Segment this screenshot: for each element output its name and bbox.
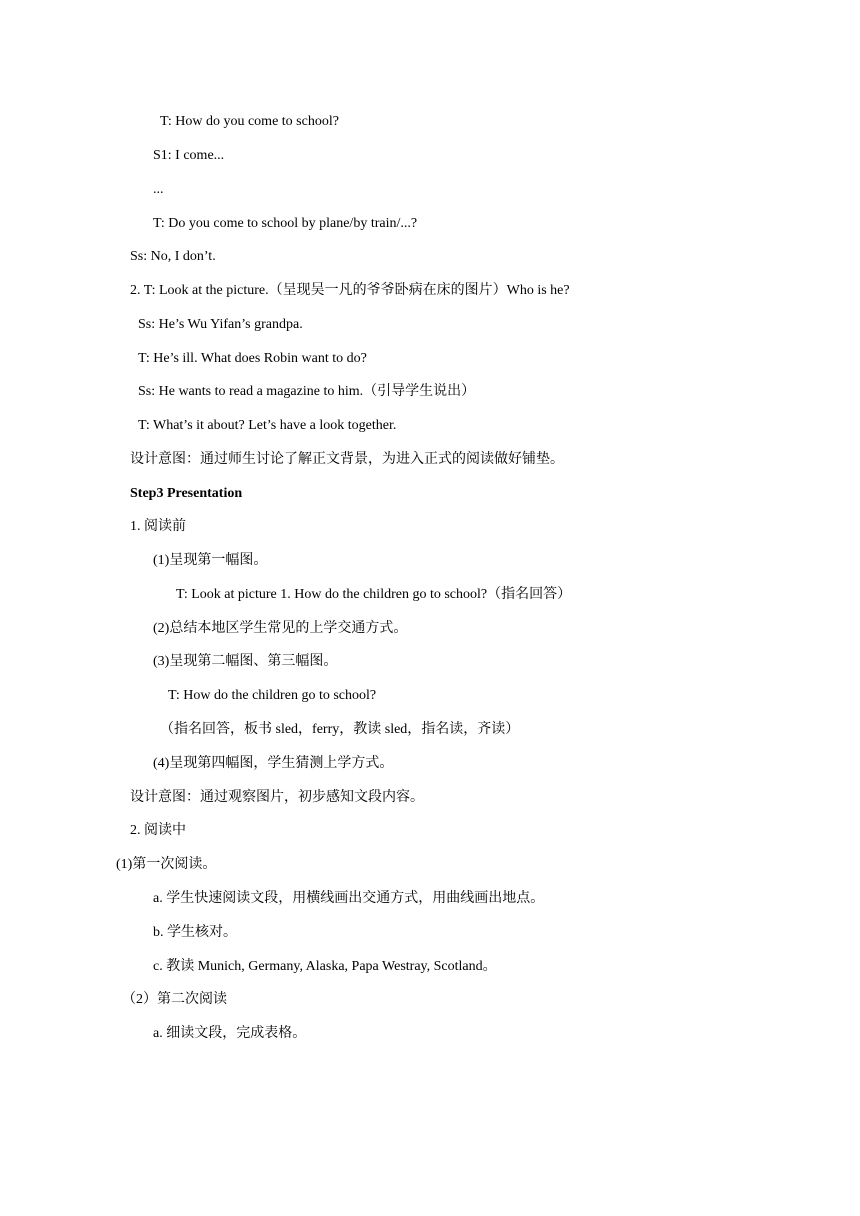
text-line: T: How do the children go to school? (168, 688, 377, 703)
text-line: 设计意图：通过观察图片，初步感知文段内容。 (130, 790, 424, 805)
text-line: 1. 阅读前 (130, 519, 186, 534)
text-line: Ss: He wants to read a magazine to him.（引导学生说出） (138, 384, 476, 399)
text-line: T: What’s it about? Let’s have a look together. (138, 418, 397, 433)
text-line: 设计意图：通过师生讨论了解正文背景，为进入正式的阅读做好铺垫。 (130, 452, 564, 467)
text-line: (3)呈现第二幅图、第三幅图。 (153, 654, 338, 669)
text-line: (1)第一次阅读。 (116, 857, 217, 872)
section-heading: Step3 Presentation (130, 486, 243, 501)
text-line: a. 细读文段，完成表格。 (153, 1026, 307, 1041)
text-line: T: He’s ill. What does Robin want to do? (138, 351, 367, 366)
text-line: (1)呈现第一幅图。 (153, 553, 268, 568)
text-line: T: Do you come to school by plane/by train/...? (153, 216, 418, 231)
text-line: (2)总结本地区学生常见的上学交通方式。 (153, 621, 408, 636)
text-line: (4)呈现第四幅图，学生猜测上学方式。 (153, 756, 394, 771)
text-line: a. 学生快速阅读文段，用横线画出交通方式，用曲线画出地点。 (153, 891, 545, 906)
text-line: （2）第二次阅读 (122, 992, 227, 1007)
text-line: Ss: He’s Wu Yifan’s grandpa. (138, 317, 303, 332)
text-line: S1: I come... (153, 148, 225, 163)
text-line: ... (153, 182, 164, 197)
text-line: c. 教读 Munich, Germany, Alaska, Papa Westray, Scotland。 (153, 959, 497, 974)
text-line: （指名回答，板书 sled，ferry，教读 sled，指名读，齐读） (160, 722, 520, 737)
text-line: 2. 阅读中 (130, 823, 186, 838)
text-line: b. 学生核对。 (153, 925, 237, 940)
text-line: 2. T: Look at the picture.（呈现吴一凡的爷爷卧病在床的图片）Who is he? (130, 283, 570, 298)
text-line: T: Look at picture 1. How do the children go to school?（指名回答） (176, 587, 572, 602)
text-line: T: How do you come to school? (160, 114, 339, 129)
text-line: Ss: No, I don’t. (130, 249, 216, 264)
